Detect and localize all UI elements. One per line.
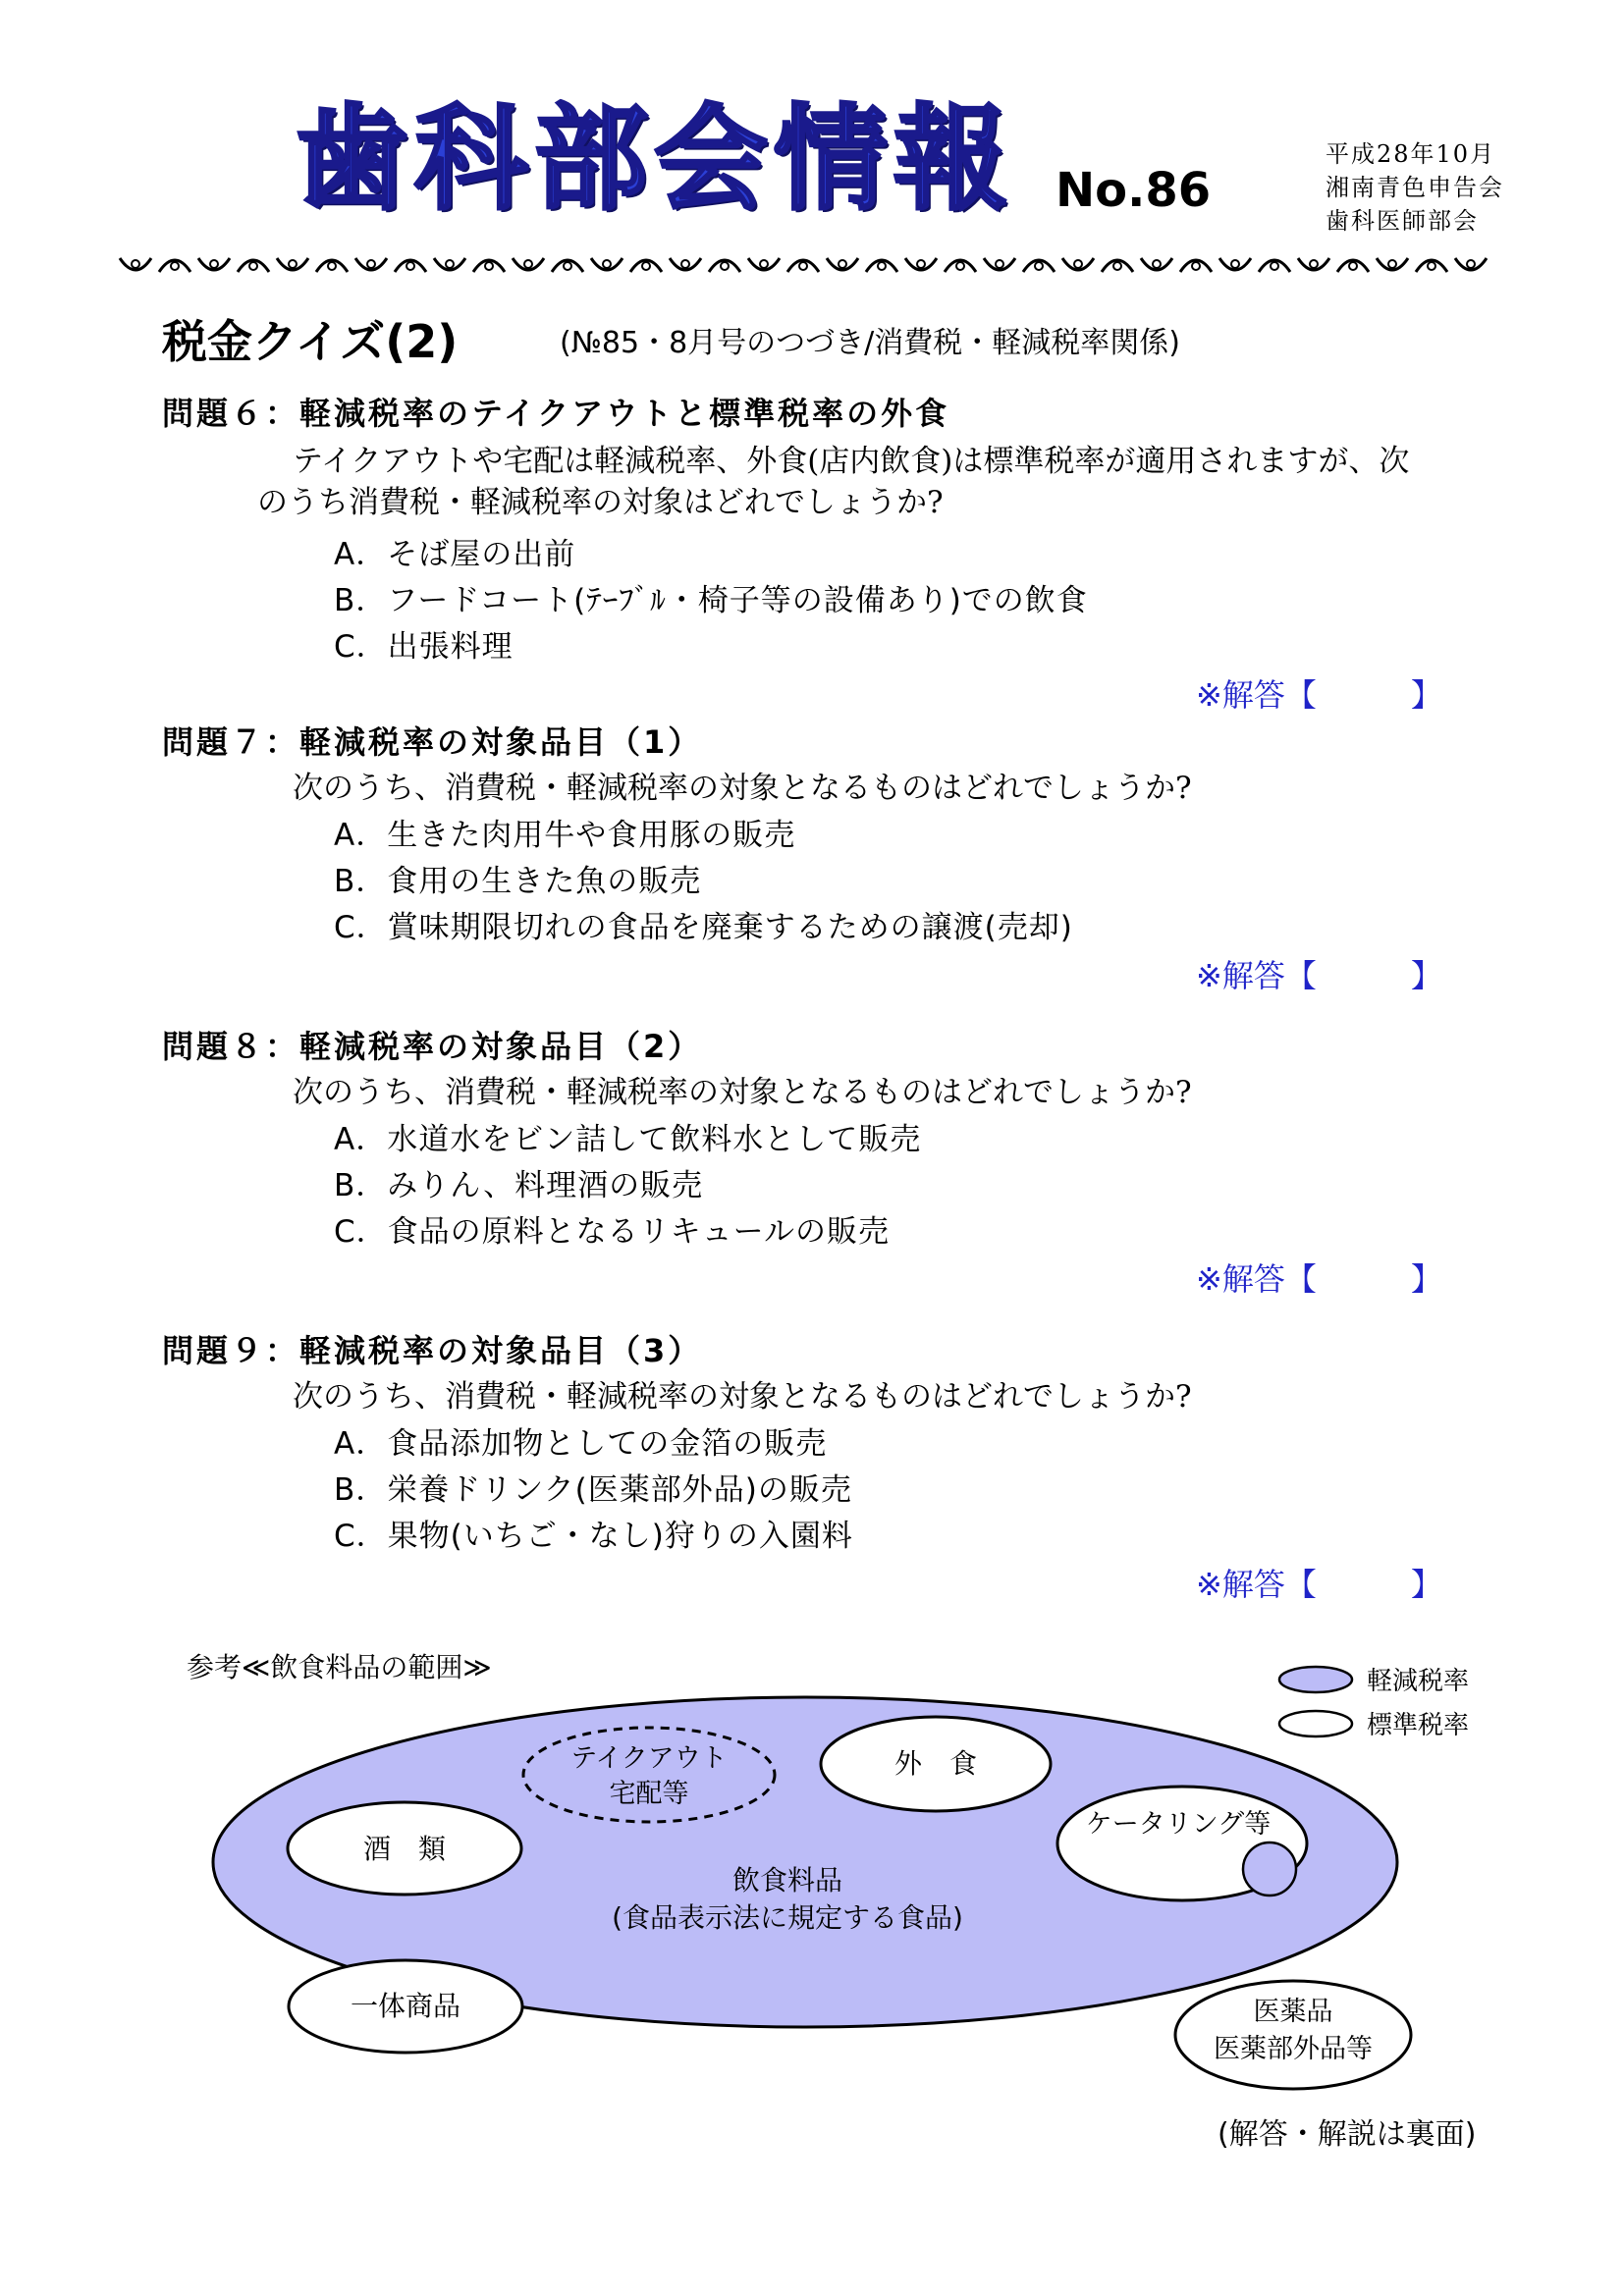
question-7-option-b: B．食用の生きた魚の販売 [334, 864, 702, 899]
question-7-answer: ※解答【 】 [1196, 957, 1442, 994]
question-7-heading: 問題７：軽減税率の対象品目（1） [162, 723, 703, 761]
diagram-title: 参考≪飲食料品の範囲≫ [187, 1651, 492, 1683]
food-products-definition: (食品表示法に規定する食品) [612, 1901, 963, 1934]
question-8-option-c: C．食品の原料となるリキュールの販売 [334, 1214, 891, 1250]
question-9-option-a: A．食品添加物としての金箔の販売 [334, 1426, 828, 1462]
quiz-title: 税金クイズ(2) [162, 315, 459, 368]
quasi-drug-label: 医薬部外品等 [1214, 2034, 1373, 2064]
legend-standard-label: 標準税率 [1367, 1711, 1470, 1740]
question-6-option-c: C．出張料理 [334, 629, 514, 665]
catering-reduced-circle [1243, 1842, 1296, 1896]
legend-standard-swatch [1279, 1711, 1352, 1736]
publisher-association: 湘南青色申告会 [1326, 174, 1504, 201]
quiz-subtitle: (№85・8月号のつづき/消費税・軽減税率関係) [560, 326, 1180, 360]
question-9-answer: ※解答【 】 [1196, 1566, 1442, 1603]
legend-reduced-label: 軽減税率 [1367, 1667, 1470, 1696]
publisher-section: 歯科医師部会 [1326, 207, 1479, 235]
question-8-option-b: B．みりん、料理酒の販売 [334, 1168, 704, 1203]
dining-out-label: 外 食 [893, 1747, 978, 1780]
question-7-option-c: C．賞味期限切れの食品を廃棄するための譲渡(売却) [334, 910, 1073, 945]
delivery-label: 宅配等 [609, 1779, 689, 1809]
alcohol-label: 酒 類 [362, 1833, 447, 1865]
question-8-option-a: A．水道水をビン詰して飲料水として販売 [334, 1122, 922, 1157]
question-9-body: 次のうち、消費税・軽減税率の対象となるものはどれでしょうか? [293, 1379, 1192, 1415]
question-6-option-b: B．フードコート(ﾃｰﾌﾞﾙ・椅子等の設備あり)での飲食 [334, 583, 1088, 618]
question-6-answer: ※解答【 】 [1196, 676, 1442, 714]
question-6-body-line-1: テイクアウトや宅配は軽減税率、外食(店内飲食)は標準税率が適用されますが、次 [293, 444, 1410, 479]
legend-reduced-swatch [1279, 1667, 1352, 1692]
medicine-label: 医薬品 [1253, 1997, 1333, 2027]
question-8-heading: 問題８：軽減税率の対象品目（2） [162, 1028, 703, 1065]
question-9-option-b: B．栄養ドリンク(医薬部外品)の販売 [334, 1472, 852, 1508]
publish-date: 平成28年10月 [1326, 140, 1496, 168]
question-6-heading: 問題６：軽減税率のテイクアウトと標準税率の外食 [162, 395, 950, 432]
question-8-body: 次のうち、消費税・軽減税率の対象となるものはどれでしょうか? [293, 1075, 1192, 1110]
masthead-title: 歯科部会情報 [295, 93, 1013, 226]
question-9-heading: 問題９：軽減税率の対象品目（3） [162, 1332, 703, 1369]
bundled-goods-label: 一体商品 [350, 1990, 461, 2022]
catering-label: ケータリング等 [1085, 1809, 1272, 1840]
food-products-label: 飲食料品 [731, 1864, 843, 1896]
takeout-label: テイクアウト [570, 1743, 728, 1774]
question-9-option-c: C．果物(いちご・なし)狩りの入園料 [334, 1519, 853, 1554]
footer-note: (解答・解説は裏面) [1218, 2117, 1477, 2152]
question-7-body: 次のうち、消費税・軽減税率の対象となるものはどれでしょうか? [293, 771, 1192, 806]
question-6-body-line-2: のうち消費税・軽減税率の対象はどれでしょうか? [257, 485, 944, 520]
question-6-option-a: A．そば屋の出前 [334, 537, 576, 572]
question-7-option-a: A．生きた肉用牛や食用豚の販売 [334, 818, 796, 853]
question-8-answer: ※解答【 】 [1196, 1260, 1442, 1298]
issue-number: No.86 [1056, 163, 1212, 218]
